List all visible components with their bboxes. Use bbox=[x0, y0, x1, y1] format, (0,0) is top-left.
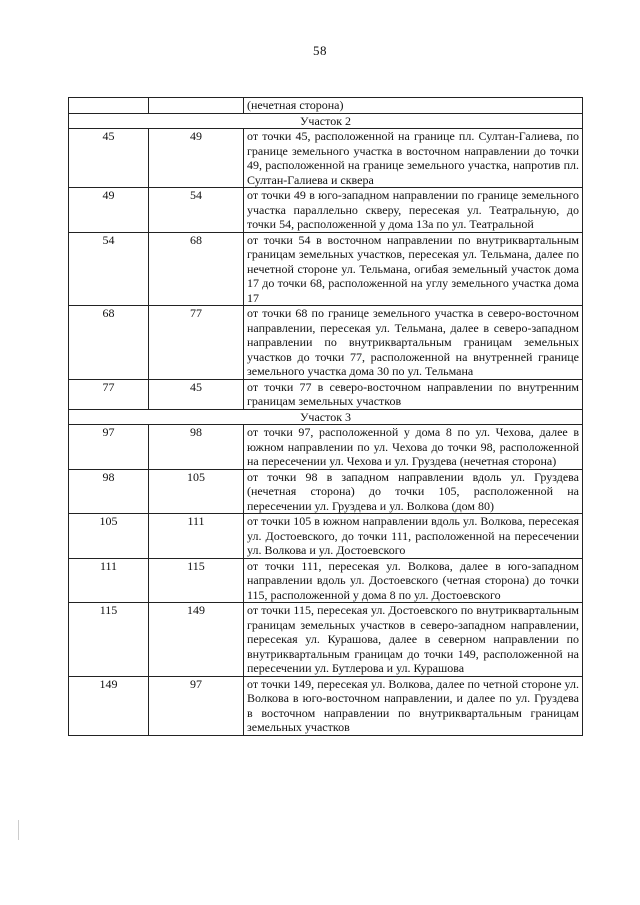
start-point-cell: 68 bbox=[69, 306, 149, 380]
description-cell: от точки 97, расположенной у дома 8 по ул. Чехова, далее в южном направлении по ул. Чехова до точки 98, расположенной на пересечении ул. Чехова и ул. Груздева (нечетная сторона) bbox=[244, 425, 583, 470]
end-point-cell: 97 bbox=[149, 676, 244, 735]
start-point-cell: 49 bbox=[69, 188, 149, 233]
table-row bbox=[69, 676, 583, 735]
end-point-cell: 105 bbox=[149, 469, 244, 514]
start-point-cell: 149 bbox=[69, 676, 149, 735]
section-header-row bbox=[69, 409, 583, 425]
description-cell: (нечетная сторона) bbox=[244, 98, 583, 114]
table-row bbox=[69, 306, 583, 380]
end-point-cell bbox=[149, 98, 244, 114]
start-point-cell: 105 bbox=[69, 514, 149, 559]
table-row bbox=[69, 469, 583, 514]
page-number: 58 bbox=[313, 43, 327, 58]
table-row bbox=[69, 188, 583, 233]
start-point-cell: 54 bbox=[69, 232, 149, 306]
start-point-cell: 97 bbox=[69, 425, 149, 470]
table-row bbox=[69, 514, 583, 559]
end-point-cell: 77 bbox=[149, 306, 244, 380]
end-point-cell: 115 bbox=[149, 558, 244, 603]
start-point-cell: 98 bbox=[69, 469, 149, 514]
table-row bbox=[69, 558, 583, 603]
table-row bbox=[69, 379, 583, 409]
section-title: Участок 2 bbox=[69, 113, 583, 129]
table-row bbox=[69, 232, 583, 306]
start-point-cell bbox=[69, 98, 149, 114]
end-point-cell: 98 bbox=[149, 425, 244, 470]
start-point-cell: 77 bbox=[69, 379, 149, 409]
description-cell: от точки 77 в северо-восточном направлении по внутренним границам земельных участков bbox=[244, 379, 583, 409]
table-row bbox=[69, 129, 583, 188]
table-row-header-continuation bbox=[69, 98, 583, 114]
end-point-cell: 111 bbox=[149, 514, 244, 559]
description-cell: от точки 98 в западном направлении вдоль ул. Груздева (нечетная сторона) до точки 105, расположенной на пересечении ул. Груздева и ул. Волкова (дом 80) bbox=[244, 469, 583, 514]
description-cell: от точки 54 в восточном направлении по внутриквартальным границам земельных участков, пересекая ул. Тельмана, далее по нечетной стороне ул. Тельмана, огибая земельный участок дома 17 до точки 68, расположенной на углу земельного участка дома 17 bbox=[244, 232, 583, 306]
start-point-cell: 115 bbox=[69, 603, 149, 677]
table-body bbox=[69, 98, 583, 736]
end-point-cell: 45 bbox=[149, 379, 244, 409]
section-header-row bbox=[69, 113, 583, 129]
scan-artifact bbox=[18, 820, 19, 840]
start-point-cell: 45 bbox=[69, 129, 149, 188]
description-cell: от точки 68 по границе земельного участка в северо-восточном направлении, пересекая ул. Тельмана, далее в северо-западном направлении по внутриквартальным границам земельных участков до точки 77, расположенной на внутренней границе земельного участка дома 30 по ул. Тельмана bbox=[244, 306, 583, 380]
route-boundary-table bbox=[68, 97, 583, 736]
end-point-cell: 54 bbox=[149, 188, 244, 233]
description-cell: от точки 105 в южном направлении вдоль ул. Волкова, пересекая ул. Достоевского, до точки 111, расположенной на пересечении ул. Волкова и ул. Достоевского bbox=[244, 514, 583, 559]
end-point-cell: 149 bbox=[149, 603, 244, 677]
end-point-cell: 68 bbox=[149, 232, 244, 306]
end-point-cell: 49 bbox=[149, 129, 244, 188]
table-row bbox=[69, 425, 583, 470]
section-title: Участок 3 bbox=[69, 409, 583, 425]
description-cell: от точки 45, расположенной на границе пл. Султан-Галиева, по границе земельного участка в восточном направлении до точки 49, расположенной на границе земельного участка, напротив пл. Султан-Галиева и сквера bbox=[244, 129, 583, 188]
description-cell: от точки 149, пересекая ул. Волкова, далее по четной стороне ул. Волкова в юго-восточном направлении, и далее по ул. Груздева в восточном направлении по внутриквартальным границам земельных участков bbox=[244, 676, 583, 735]
description-cell: от точки 111, пересекая ул. Волкова, далее в юго-западном направлении вдоль ул. Достоевского (четная сторона) до точки 115, расположенной у дома 8 по ул. Достоевского bbox=[244, 558, 583, 603]
description-cell: от точки 115, пересекая ул. Достоевского по внутриквартальным границам земельных участков в северо-западном направлении, пересекая ул. Курашова, далее в северном направлении по внутриквартальным границам до точки 149, расположенной на пересечении ул. Бутлерова и ул. Курашова bbox=[244, 603, 583, 677]
table-row bbox=[69, 603, 583, 677]
description-cell: от точки 49 в юго-западном направлении по границе земельного участка параллельно скверу, пересекая ул. Театральную, до точки 54, расположенной у дома 13а по ул. Театральной bbox=[244, 188, 583, 233]
start-point-cell: 111 bbox=[69, 558, 149, 603]
